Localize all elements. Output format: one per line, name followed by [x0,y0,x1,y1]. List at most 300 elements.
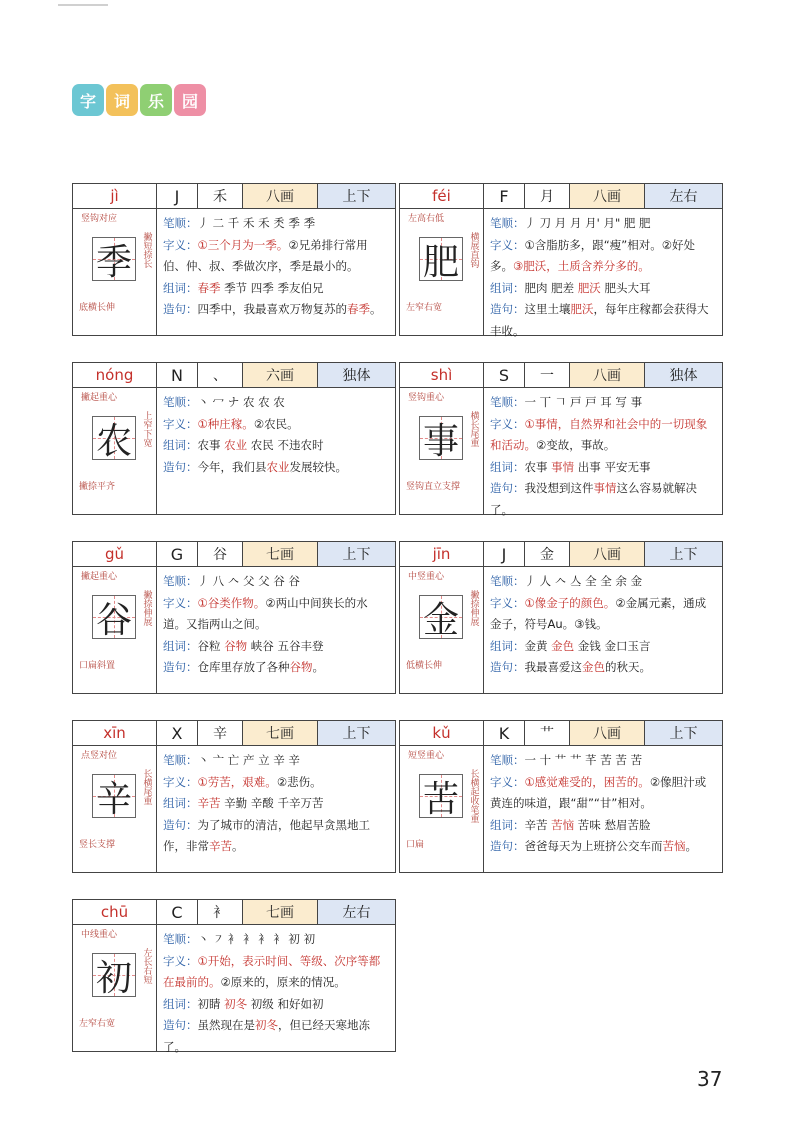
word-list: 农事 事情 出事 平安无事 [524,459,651,474]
word-list: 农事 农业 农民 不违农时 [197,438,324,452]
stroke-order: 丿 人 𠆢 亼 全 全 余 金 [524,574,643,588]
pinyin-cell: shì [400,363,484,387]
note-top: 撇起重心 [81,393,118,403]
row-label: 笔顺 [163,932,186,946]
radical-cell: 金 [525,542,570,566]
structure-cell: 独体 [645,363,722,387]
index-letter-cell: S [484,363,525,387]
radical-cell: 月 [525,184,570,208]
meaning-row [163,235,389,278]
colon: ： [513,839,525,853]
colon: ： [513,817,525,832]
meaning-item: ②悲伤。 [276,774,322,789]
card-header [73,542,395,567]
char-panel [400,208,484,335]
note-bottom: 左窄右宽 [406,303,443,313]
radical-cell: 辛 [198,721,243,745]
char-card [399,541,723,694]
note-top: 短竖重心 [408,751,445,761]
stroke-order-row [163,750,389,772]
word-list: 辛苦 辛勤 辛酸 千辛万苦 [197,796,324,810]
note-top: 中竖重心 [408,572,445,582]
char-panel [73,208,157,335]
big-character: 事 [422,420,459,462]
stroke-order: 一 十 艹 艹 芊 苦 苦 苦 [524,753,643,767]
meaning-item: ②变故，事故。 [536,438,616,452]
stroke-order-row [163,213,389,235]
tianzige-grid [419,595,463,639]
sentence-row [163,299,389,321]
meaning-row [163,414,389,436]
colon: ： [513,416,525,431]
meaning-item: ②原来的，原来的情况。 [220,975,346,989]
stroke-count-cell: 六画 [243,363,318,387]
colon: ： [513,774,525,789]
meaning-item: ②像胆汁或黄连的味道，跟“甜”“甘”相对。 [490,774,707,810]
big-character: 辛 [95,778,132,820]
stroke-order-row [490,571,716,593]
char-card [399,183,723,336]
note-bottom: 左窄右宽 [79,1019,116,1029]
row-label: 字义 [163,237,186,252]
row-label: 造句 [490,660,513,674]
note-right: 横长尾重 [468,411,479,447]
title-char-0: 字 [72,84,104,116]
note-top: 竖钩对应 [81,214,118,224]
highlighted-word: 事情 [551,459,575,474]
colon: ： [513,753,525,767]
note-top: 点竖对位 [81,751,118,761]
structure-cell: 独体 [318,363,395,387]
highlighted-word: 初冬 [224,996,248,1011]
info-panel [157,566,395,693]
highlighted-word: 事情 [593,481,617,495]
info-panel [484,387,722,517]
row-label: 组词 [163,438,186,452]
example-sentence: 爸爸每天为上班挤公交车而苦恼。 [524,839,697,853]
colon: ： [186,932,198,946]
info-panel [157,387,395,514]
index-letter-cell: J [157,184,198,208]
row-label: 笔顺 [490,753,513,767]
row-label: 字义 [163,774,186,789]
colon: ： [186,796,198,810]
stroke-order-row [163,392,389,414]
example-sentence: 为了城市的清洁，他起早贪黑地工作，非常辛苦。 [163,817,370,853]
colon: ： [513,595,525,610]
char-card [72,899,396,1052]
title-char-2: 乐 [140,84,172,116]
words-row [163,278,389,300]
char-card [399,720,723,873]
colon: ： [513,638,525,653]
structure-cell: 上下 [645,542,722,566]
words-row [490,815,716,837]
big-character: 农 [95,420,132,462]
structure-cell: 左右 [318,900,395,924]
row-label: 造句 [163,459,186,474]
note-right: 上窄下宽 [141,411,152,447]
meaning-item: ①事情，自然界和社会中的一切现象和活动。 [490,416,708,452]
row-label: 组词 [163,796,186,810]
colon: ： [186,216,198,230]
colon: ： [186,774,198,789]
words-row [490,457,716,479]
colon: ： [186,753,198,767]
row-label: 笔顺 [490,395,513,409]
row-label: 字义 [163,416,186,431]
word-list: 谷粒 谷物 峡谷 五谷丰登 [197,638,324,653]
word-list: 春季 季节 四季 季友伯兄 [197,280,324,295]
meaning-row [490,414,716,457]
page-number: 37 [697,1067,723,1091]
char-panel [400,566,484,693]
note-bottom: 口扁 [406,840,425,850]
meaning-item: ①含脂肪多，跟“瘦”相对。 [524,237,662,252]
colon: ： [186,438,198,452]
title-char-1: 词 [106,84,138,116]
word-list: 初睛 初冬 初级 和好如初 [197,996,324,1011]
note-right: 撇捺伸展 [141,590,152,626]
colon: ： [186,280,198,295]
row-label: 笔顺 [490,574,513,588]
structure-cell: 上下 [318,184,395,208]
meaning-item: ①劳苦，艰难。 [197,774,277,789]
colon: ： [513,574,525,588]
stroke-count-cell: 七画 [243,900,318,924]
stroke-order-row [163,571,389,593]
stroke-order: 丶 ㇇ 衤 衤 衤 衤 初 初 [197,932,316,946]
note-bottom: 底横长伸 [79,303,116,313]
meaning-item: ②两山中间狭长的水道。又指两山之间。 [163,595,368,631]
stroke-order: 丿 八 𠆢 父 父 谷 谷 [197,574,300,588]
meaning-item: ①开始，表示时间、等级、次序等都在最前的。 [163,953,381,989]
tianzige-grid [92,774,136,818]
char-panel [400,387,484,514]
stroke-count-cell: 八画 [570,184,645,208]
stroke-order-row [490,750,716,772]
colon: ： [186,395,198,409]
highlighted-word: 春季 [347,302,370,316]
meaning-row [163,593,389,636]
note-right: 撇短捺长 [141,232,152,268]
radical-cell: 艹 [525,721,570,745]
stroke-order: 丶 冖 ナ 农 农 农 [197,395,285,409]
card-header [400,363,722,388]
row-label: 笔顺 [163,395,186,409]
note-bottom: 竖钩直立支撑 [406,482,461,492]
highlighted-word: 辛苦 [209,839,232,853]
colon: ： [186,1018,198,1032]
tianzige-grid [92,416,136,460]
sentence-row [163,815,389,858]
meaning-item: ①三个月为一季。 [197,237,289,252]
meaning-item: ③肥沃，土质含养分多的。 [513,259,650,273]
big-character: 金 [422,599,459,641]
big-character: 肥 [422,241,459,283]
stroke-order-row [490,392,716,414]
highlighted-word: 谷物 [289,660,313,674]
row-label: 组词 [163,638,186,653]
char-panel [400,745,484,872]
colon: ： [513,280,525,295]
example-sentence: 我最喜爱这金色的秋天。 [524,660,651,674]
pinyin-cell: nóng [73,363,157,387]
sentence-row [490,657,716,679]
stroke-count-cell: 八画 [570,542,645,566]
note-top: 竖钩重心 [408,393,445,403]
row-label: 造句 [163,302,186,316]
colon: ： [513,237,525,252]
meaning-item: ②金属元素，通成金子，符号Au。 [490,595,707,631]
example-sentence: 仓库里存放了各种谷物。 [197,660,324,674]
note-bottom: 低横长伸 [406,661,443,671]
tianzige-grid [92,953,136,997]
word-list: 肥肉 肥差 肥沃 肥头大耳 [524,280,651,295]
info-panel [157,924,395,1054]
words-row [163,994,389,1016]
structure-cell: 上下 [318,721,395,745]
tianzige-grid [92,237,136,281]
note-bottom: 撇捺平齐 [79,482,116,492]
meaning-item: ①谷类作物。 [197,595,266,610]
char-card [399,362,723,515]
highlighted-word: 苦恼 [551,817,575,832]
meaning-row [163,772,389,794]
pinyin-cell: féi [400,184,484,208]
index-letter-cell: N [157,363,198,387]
big-character: 谷 [95,599,132,641]
card-header [73,363,395,388]
meaning-item: ②好处多。 [490,237,696,273]
note-top: 左高右低 [408,214,445,224]
row-label: 造句 [163,817,186,832]
example-sentence: 四季中，我最喜欢万物复苏的春季。 [197,302,382,316]
highlighted-word: 春季 [197,280,221,295]
sentence-row [490,299,716,342]
highlighted-word: 肥沃 [570,302,594,316]
row-label: 造句 [163,1018,186,1032]
index-letter-cell: J [484,542,525,566]
stroke-count-cell: 八画 [570,363,645,387]
tianzige-grid [92,595,136,639]
example-sentence: 这里土壤肥沃，每年庄稼都会获得大丰收。 [490,302,709,338]
meaning-item: ②农民。 [253,416,299,431]
index-letter-cell: F [484,184,525,208]
tianzige-grid [419,774,463,818]
top-edge-line [58,4,108,6]
index-letter-cell: G [157,542,198,566]
row-label: 组词 [490,280,513,295]
info-panel [157,745,395,872]
words-row [163,793,389,815]
colon: ： [513,216,525,230]
meaning-item: ①像金子的颜色。 [524,595,616,610]
words-row [490,636,716,658]
row-label: 字义 [490,774,513,789]
sentence-row [490,478,716,521]
colon: ： [186,574,198,588]
highlighted-word: 辛苦 [197,796,221,810]
stroke-count-cell: 八画 [243,184,318,208]
highlighted-word: 初冬 [255,1018,278,1032]
row-label: 笔顺 [163,753,186,767]
note-bottom: 口扁斜置 [79,661,116,671]
info-panel [484,745,722,872]
card-header [400,721,722,746]
meaning-item: ①感觉难受的，困苦的。 [524,774,650,789]
highlighted-word: 农业 [266,459,290,474]
big-character: 初 [95,957,132,999]
structure-cell: 上下 [645,721,722,745]
row-label: 组词 [490,459,513,474]
colon: ： [513,660,525,674]
colon: ： [186,660,198,674]
row-label: 字义 [490,595,513,610]
stroke-order-row [490,213,716,235]
radical-cell: 谷 [198,542,243,566]
sentence-row [163,657,389,679]
row-label: 字义 [163,953,186,968]
example-sentence: 我没想到这件事情这么容易就解决了。 [490,481,697,517]
highlighted-word: 金色 [582,660,605,674]
colon: ： [186,459,198,474]
note-right: 左长右短 [141,948,152,984]
index-letter-cell: X [157,721,198,745]
stroke-count-cell: 七画 [243,542,318,566]
info-panel [484,566,722,693]
stroke-order: 一 丅 𠃍 戸 戸 耳 写 事 [524,395,643,409]
index-letter-cell: C [157,900,198,924]
row-label: 组词 [163,996,186,1011]
highlighted-word: 苦恼 [662,839,686,853]
char-card [72,362,396,515]
stroke-count-cell: 七画 [243,721,318,745]
card-header [400,184,722,209]
stroke-order: 丿 刀 月 月 月' 月" 肥 肥 [524,216,651,230]
char-panel [73,745,157,872]
card-header [400,542,722,567]
stroke-order-row [163,929,389,951]
big-character: 季 [95,241,132,283]
note-top: 中线重心 [81,930,118,940]
card-header [73,184,395,209]
sentence-row [163,1015,389,1058]
sentence-row [163,457,389,479]
colon: ： [186,996,198,1011]
word-list: 金黄 金色 金钱 金口玉言 [524,638,651,653]
highlighted-word: 谷物 [224,638,248,653]
radical-cell: 、 [198,363,243,387]
tianzige-grid [419,237,463,281]
meaning-row [490,772,716,815]
stroke-order: 丶 亠 亡 产 立 辛 辛 [197,753,300,767]
row-label: 笔顺 [163,216,186,230]
char-card [72,541,396,694]
row-label: 字义 [490,237,513,252]
stroke-count-cell: 八画 [570,721,645,745]
meaning-row [163,951,389,994]
char-panel [73,924,157,1051]
row-label: 组词 [490,638,513,653]
note-right: 撇捺伸展 [468,590,479,626]
big-character: 苦 [422,778,459,820]
colon: ： [513,302,525,316]
row-label: 造句 [490,481,513,495]
meaning-row [490,235,716,278]
pinyin-cell: kǔ [400,721,484,745]
section-title [72,84,206,116]
row-label: 组词 [163,280,186,295]
info-panel [157,208,395,335]
row-label: 造句 [490,302,513,316]
note-right: 长横尾重 [141,769,152,805]
row-label: 造句 [163,660,186,674]
title-char-3: 园 [174,84,206,116]
radical-cell: 一 [525,363,570,387]
colon: ： [186,953,198,968]
radical-cell: 禾 [198,184,243,208]
example-sentence: 今年，我们县农业发展较快。 [197,459,347,474]
words-row [163,636,389,658]
word-list: 辛苦 苦恼 苦味 愁眉苦脸 [524,817,651,832]
meaning-item: ②兄弟排行常用伯、仲、叔、季做次序，季是最小的。 [163,237,368,273]
meaning-item: ①种庄稼。 [197,416,254,431]
char-card [72,183,396,336]
meaning-row [490,593,716,636]
note-bottom: 竖长支撑 [79,840,116,850]
row-label: 笔顺 [490,216,513,230]
note-right: 长横起收笔重 [468,769,479,823]
highlighted-word: 农业 [224,438,248,452]
colon: ： [186,638,198,653]
words-row [163,435,389,457]
row-label: 字义 [163,595,186,610]
colon: ： [186,595,198,610]
row-label: 字义 [490,416,513,431]
colon: ： [513,481,525,495]
char-panel [73,566,157,693]
row-label: 笔顺 [163,574,186,588]
colon: ： [186,817,198,832]
meaning-item: ③钱。 [574,617,608,631]
pinyin-cell: chū [73,900,157,924]
colon: ： [513,395,525,409]
row-label: 造句 [490,839,513,853]
colon: ： [186,237,198,252]
pinyin-cell: xīn [73,721,157,745]
card-header [73,721,395,746]
radical-cell: 衤 [198,900,243,924]
colon: ： [513,459,525,474]
example-sentence: 虽然现在是初冬，但已经天寒地冻了。 [163,1018,370,1054]
info-panel [484,208,722,338]
words-row [490,278,716,300]
row-label: 组词 [490,817,513,832]
index-letter-cell: K [484,721,525,745]
pinyin-cell: jīn [400,542,484,566]
tianzige-grid [419,416,463,460]
stroke-order: 丿 二 千 禾 禾 秂 季 季 [197,216,316,230]
colon: ： [186,416,198,431]
highlighted-word: 金色 [551,638,575,653]
structure-cell: 左右 [645,184,722,208]
pinyin-cell: gǔ [73,542,157,566]
highlighted-word: 肥沃 [577,280,601,295]
pinyin-cell: jì [73,184,157,208]
structure-cell: 上下 [318,542,395,566]
colon: ： [186,302,198,316]
